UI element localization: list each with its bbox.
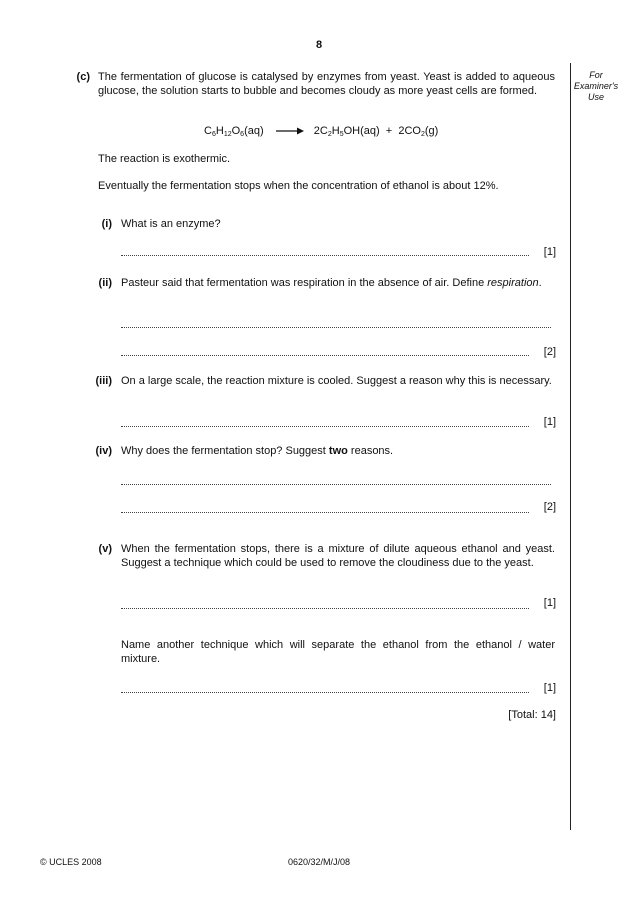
answer-line[interactable] bbox=[121, 692, 529, 693]
answer-line[interactable] bbox=[121, 426, 529, 427]
marks-iii: [1] bbox=[543, 416, 556, 428]
examiner-margin-rule bbox=[570, 63, 571, 830]
marks-v-second: [1] bbox=[543, 682, 556, 694]
footer-paper-code: 0620/32/M/J/08 bbox=[287, 857, 351, 867]
exothermic-statement: The reaction is exothermic. bbox=[98, 153, 231, 165]
answer-line[interactable] bbox=[121, 327, 551, 328]
total-marks: [Total: 14] bbox=[508, 709, 556, 721]
answer-line[interactable] bbox=[121, 608, 529, 609]
part-c-label: (c) bbox=[76, 71, 90, 83]
answer-line[interactable] bbox=[121, 355, 529, 356]
question-iv-text: Why does the fermentation stop? Suggest two reasons. bbox=[121, 445, 394, 457]
marks-ii: [2] bbox=[543, 346, 556, 358]
page-number: 8 bbox=[315, 39, 323, 51]
fermentation-equation: $C_6H_{12}O_6(aq) 2C_2H_5OH(aq) + 2CO_2(g)$ bbox=[204, 125, 439, 138]
reaction-arrow-icon bbox=[275, 126, 305, 136]
question-ii-text: Pasteur said that fermentation was respiration in the absence of air. Define respiration. bbox=[121, 277, 542, 289]
question-v-second-text: Name another technique which will separate the ethanol from the ethanol / water mixture. bbox=[121, 639, 555, 665]
marks-v: [1] bbox=[543, 597, 556, 609]
question-v-text: When the fermentation stops, there is a mixture of dilute aqueous ethanol and yeast. Suggest a technique which could be used to remove the cloudiness due to the yeast. bbox=[121, 543, 555, 569]
answer-line[interactable] bbox=[121, 484, 551, 485]
question-i-label: (i) bbox=[101, 218, 112, 230]
answer-line[interactable] bbox=[121, 512, 529, 513]
marks-iv: [2] bbox=[543, 501, 556, 513]
question-ii-label: (ii) bbox=[98, 277, 112, 289]
question-iii-label: (iii) bbox=[95, 375, 112, 387]
question-i-text: What is an enzyme? bbox=[121, 218, 221, 230]
respiration-term: respiration bbox=[487, 277, 539, 289]
question-iii-text: On a large scale, the reaction mixture is cooled. Suggest a reason why this is necessary. bbox=[121, 375, 552, 387]
ethanol-concentration-statement: Eventually the fermentation stops when the concentration of ethanol is about 12%. bbox=[98, 180, 499, 192]
footer-copyright: © UCLES 2008 bbox=[40, 857, 102, 867]
answer-line[interactable] bbox=[121, 255, 529, 256]
question-v-label: (v) bbox=[98, 543, 112, 555]
marks-i: [1] bbox=[543, 246, 556, 258]
two-emphasis: two bbox=[328, 445, 348, 457]
examiner-use-label: For Examiner's Use bbox=[573, 70, 619, 102]
question-iv-label: (iv) bbox=[95, 445, 112, 457]
part-c-intro: The fermentation of glucose is catalysed by enzymes from yeast. Yeast is added to aqueous glucose, the solution starts to bubble and becomes cloudy as more yeast cells are formed. bbox=[98, 71, 555, 97]
